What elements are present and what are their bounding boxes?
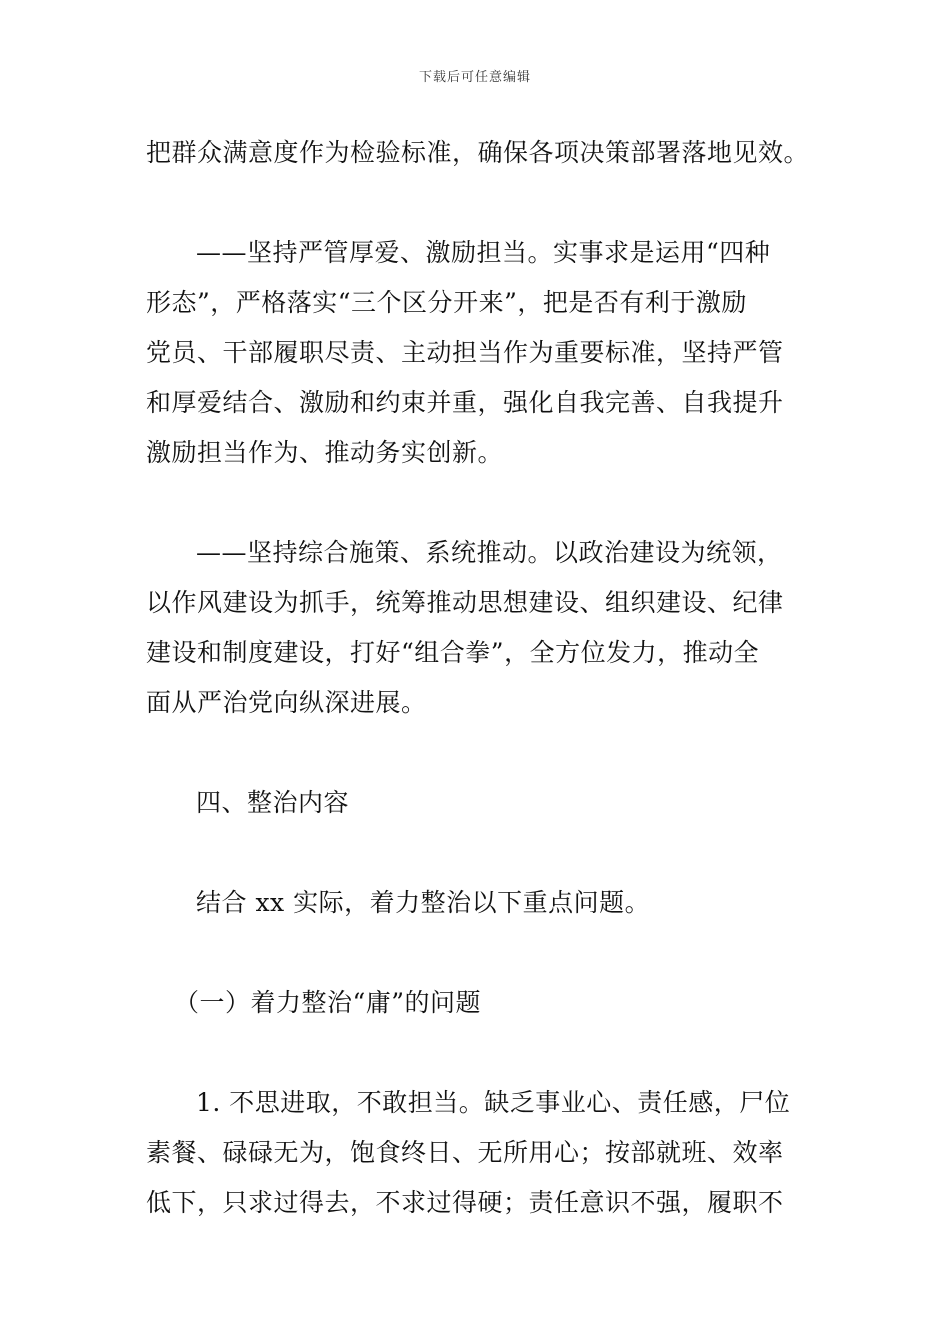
text-line: 面从严治党向纵深进展。 (146, 688, 427, 717)
paragraph-continuation (146, 128, 810, 178)
paragraph-item-1 (146, 1078, 806, 1228)
text-line: 低下，只求过得去，不求过得硬；责任意识不强，履职不 (146, 1188, 784, 1217)
text-line: 和厚爱结合、激励和约束并重，强化自我完善、自我提升 (146, 388, 784, 417)
text-line: 形态”，严格落实“三个区分开来”，把是否有利于激励 (146, 288, 747, 317)
subsection-heading (146, 978, 806, 1028)
document-body (146, 128, 810, 1228)
text-line: ——坚持综合施策、系统推动。以政治建设为统领， (196, 538, 783, 567)
paragraph-strict-management (146, 228, 806, 478)
text-line: 激励担当作为、推动务实创新。 (146, 438, 504, 467)
subsection-heading-text: （一）着力整治“庸”的问题 (174, 988, 482, 1017)
text-line: 党员、干部履职尽责、主动担当作为重要标准，坚持严管 (146, 338, 784, 367)
paragraph-comprehensive-policy (146, 528, 806, 728)
text-line: ——坚持严管厚爱、激励担当。实事求是运用“四种 (196, 238, 771, 267)
text-line: 1. 不思进取，不敢担当。缺乏事业心、责任感，尸位 (196, 1088, 791, 1117)
text-line: 把群众满意度作为检验标准，确保各项决策部署落地见效。 (146, 138, 810, 167)
paragraph-intro (146, 878, 806, 928)
text-line: 素餐、碌碌无为，饱食终日、无所用心；按部就班、效率 (146, 1138, 784, 1167)
text-line: 结合 xx 实际，着力整治以下重点问题。 (196, 888, 651, 917)
text-line: 建设和制度建设，打好“组合拳”，全方位发力，推动全 (146, 638, 760, 667)
section-heading (146, 778, 806, 828)
section-heading-text: 四、整治内容 (196, 788, 350, 817)
text-line: 以作风建设为抓手，统筹推动思想建设、组织建设、纪律 (146, 588, 784, 617)
download-note: 下载后可任意编辑 (418, 70, 531, 85)
